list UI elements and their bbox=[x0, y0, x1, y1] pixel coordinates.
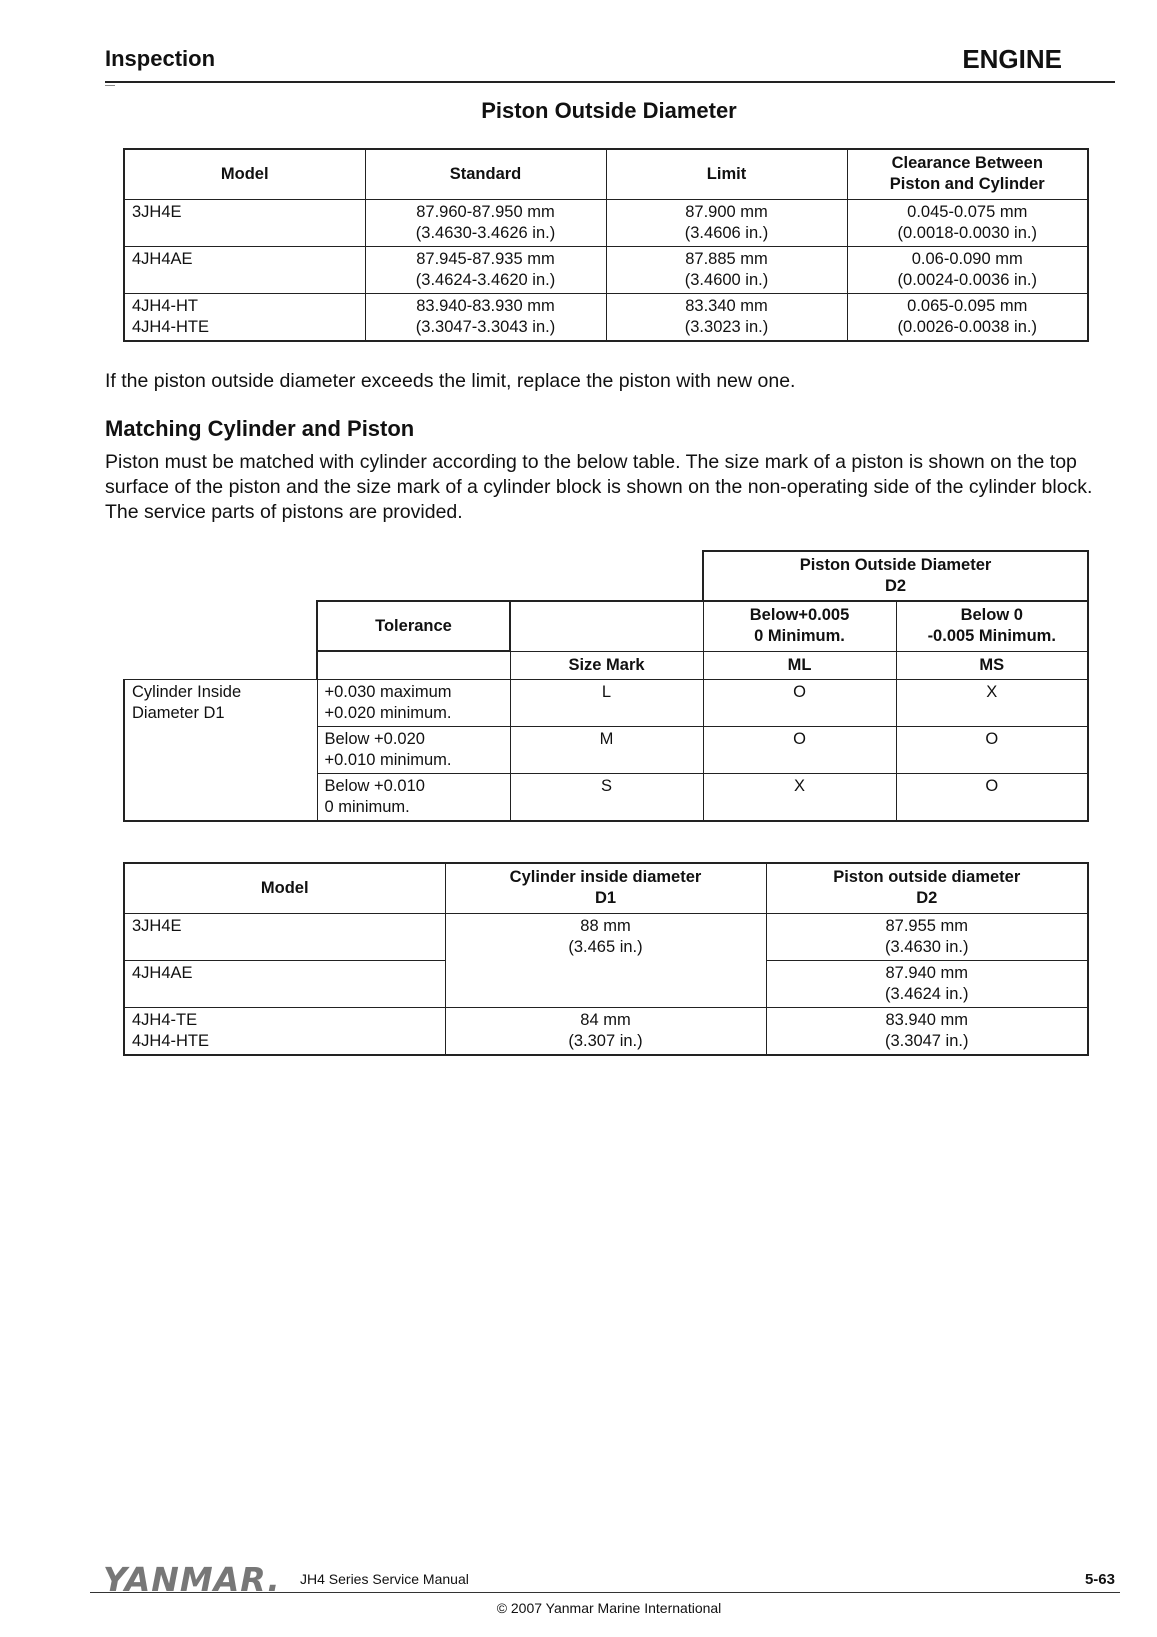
manual-title: JH4 Series Service Manual bbox=[300, 1571, 469, 1587]
cell-ml: X bbox=[703, 773, 896, 821]
cell-limit: 87.885 mm (3.4600 in.) bbox=[606, 246, 847, 293]
diameter-table bbox=[123, 862, 1089, 1056]
cell-tolerance: Below +0.020 +0.010 minimum. bbox=[317, 726, 510, 773]
section-label: Inspection bbox=[105, 46, 216, 71]
cell-ms: O bbox=[896, 726, 1088, 773]
cell-model: 4JH4AE bbox=[124, 246, 365, 293]
cell-ms: O bbox=[896, 773, 1088, 821]
header-tick bbox=[105, 85, 115, 86]
table-row bbox=[124, 199, 1088, 246]
cell-tolerance: +0.030 maximum +0.020 minimum. bbox=[317, 679, 510, 726]
piston-od-title: Piston Outside Diameter bbox=[481, 98, 737, 123]
cell-size-mark: L bbox=[510, 679, 703, 726]
cell-clearance: 0.06-0.090 mm (0.0024-0.0036 in.) bbox=[847, 246, 1088, 293]
empty-cell bbox=[510, 601, 703, 651]
col-clearance-l1: Clearance Between bbox=[891, 154, 1043, 173]
col-size-mark: Size Mark bbox=[510, 651, 703, 679]
col-tolerance: Tolerance bbox=[317, 601, 510, 651]
col-ml-range: Below+0.005 0 Minimum. bbox=[703, 601, 896, 651]
cell-standard: 83.940-83.930 mm (3.3047-3.3043 in.) bbox=[365, 293, 606, 341]
cylinder-label: Cylinder Inside Diameter D1 bbox=[124, 679, 317, 821]
cell-piston-od: 87.940 mm (3.4624 in.) bbox=[766, 960, 1088, 1007]
empty-cell bbox=[317, 651, 510, 679]
page-number: 5-63 bbox=[1084, 1571, 1115, 1588]
col-ms: MS bbox=[896, 651, 1088, 679]
empty-cell bbox=[124, 651, 317, 679]
cell-model: 4JH4AE bbox=[124, 960, 445, 1007]
col-limit: Limit bbox=[606, 149, 847, 199]
cell-clearance: 0.065-0.095 mm (0.0026-0.0038 in.) bbox=[847, 293, 1088, 341]
cell-ml: O bbox=[703, 726, 896, 773]
cell-standard: 87.960-87.950 mm (3.4630-3.4626 in.) bbox=[365, 199, 606, 246]
cell-cylinder-id: 84 mm (3.307 in.) bbox=[445, 1007, 766, 1055]
cell-clearance: 0.045-0.075 mm (0.0018-0.0030 in.) bbox=[847, 199, 1088, 246]
col-piston-od: Piston outside diameter D2 bbox=[766, 863, 1088, 913]
col-model: Model bbox=[124, 149, 365, 199]
table-row bbox=[124, 913, 1088, 960]
cell-cylinder-id: 88 mm (3.465 in.) bbox=[445, 913, 766, 1007]
table-header-row bbox=[124, 601, 1088, 651]
cell-piston-od: 87.955 mm (3.4630 in.) bbox=[766, 913, 1088, 960]
cell-ml: O bbox=[703, 679, 896, 726]
cell-limit: 83.340 mm (3.3023 in.) bbox=[606, 293, 847, 341]
col-model: Model bbox=[124, 863, 445, 913]
cell-model: 3JH4E bbox=[124, 913, 445, 960]
col-clearance bbox=[847, 149, 1088, 199]
col-piston-od: Piston Outside Diameter D2 bbox=[703, 551, 1088, 601]
footer-rule bbox=[90, 1592, 1120, 1593]
table-row bbox=[124, 679, 1088, 726]
table-row bbox=[124, 293, 1088, 341]
table-row bbox=[124, 1007, 1088, 1055]
matching-heading: Matching Cylinder and Piston bbox=[105, 416, 415, 441]
empty-corner bbox=[124, 551, 703, 601]
cell-piston-od: 83.940 mm (3.3047 in.) bbox=[766, 1007, 1088, 1055]
cell-model: 3JH4E bbox=[124, 199, 365, 246]
limit-note: If the piston outside diameter exceeds the limit, replace the piston with new one. bbox=[105, 370, 796, 392]
table-header-row bbox=[124, 863, 1088, 913]
table-header-row bbox=[124, 651, 1088, 679]
copyright: © 2007 Yanmar Marine International bbox=[496, 1600, 722, 1616]
table-header-row bbox=[124, 551, 1088, 601]
cell-size-mark: M bbox=[510, 726, 703, 773]
cell-ms: X bbox=[896, 679, 1088, 726]
cell-standard: 87.945-87.935 mm (3.4624-3.4620 in.) bbox=[365, 246, 606, 293]
col-clearance-l2: Piston and Cylinder bbox=[889, 175, 1045, 194]
col-ml: ML bbox=[703, 651, 896, 679]
empty-cell bbox=[124, 601, 317, 651]
col-standard: Standard bbox=[365, 149, 606, 199]
table-row bbox=[124, 246, 1088, 293]
piston-od-table bbox=[123, 148, 1089, 342]
matching-table bbox=[123, 550, 1089, 822]
yanmar-logo: YANMAR. bbox=[103, 1560, 281, 1599]
cell-size-mark: S bbox=[510, 773, 703, 821]
matching-paragraph: Piston must be matched with cylinder according to the below table. The size mark of a piston is shown on the top surface of the piston and the size mark of a cylinder block is shown on the non-operating side of the cylinder block. The service parts of pistons are provided. bbox=[105, 451, 1093, 523]
cell-tolerance: Below +0.010 0 minimum. bbox=[317, 773, 510, 821]
cell-model: 4JH4-TE 4JH4-HTE bbox=[124, 1007, 445, 1055]
cell-limit: 87.900 mm (3.4606 in.) bbox=[606, 199, 847, 246]
col-cylinder-id: Cylinder inside diameter D1 bbox=[445, 863, 766, 913]
header-rule bbox=[105, 81, 1115, 83]
col-ms-range: Below 0 -0.005 Minimum. bbox=[896, 601, 1088, 651]
chapter-label: ENGINE bbox=[962, 44, 1062, 74]
cell-model: 4JH4-HT 4JH4-HTE bbox=[124, 293, 365, 341]
table-header-row bbox=[124, 149, 1088, 199]
